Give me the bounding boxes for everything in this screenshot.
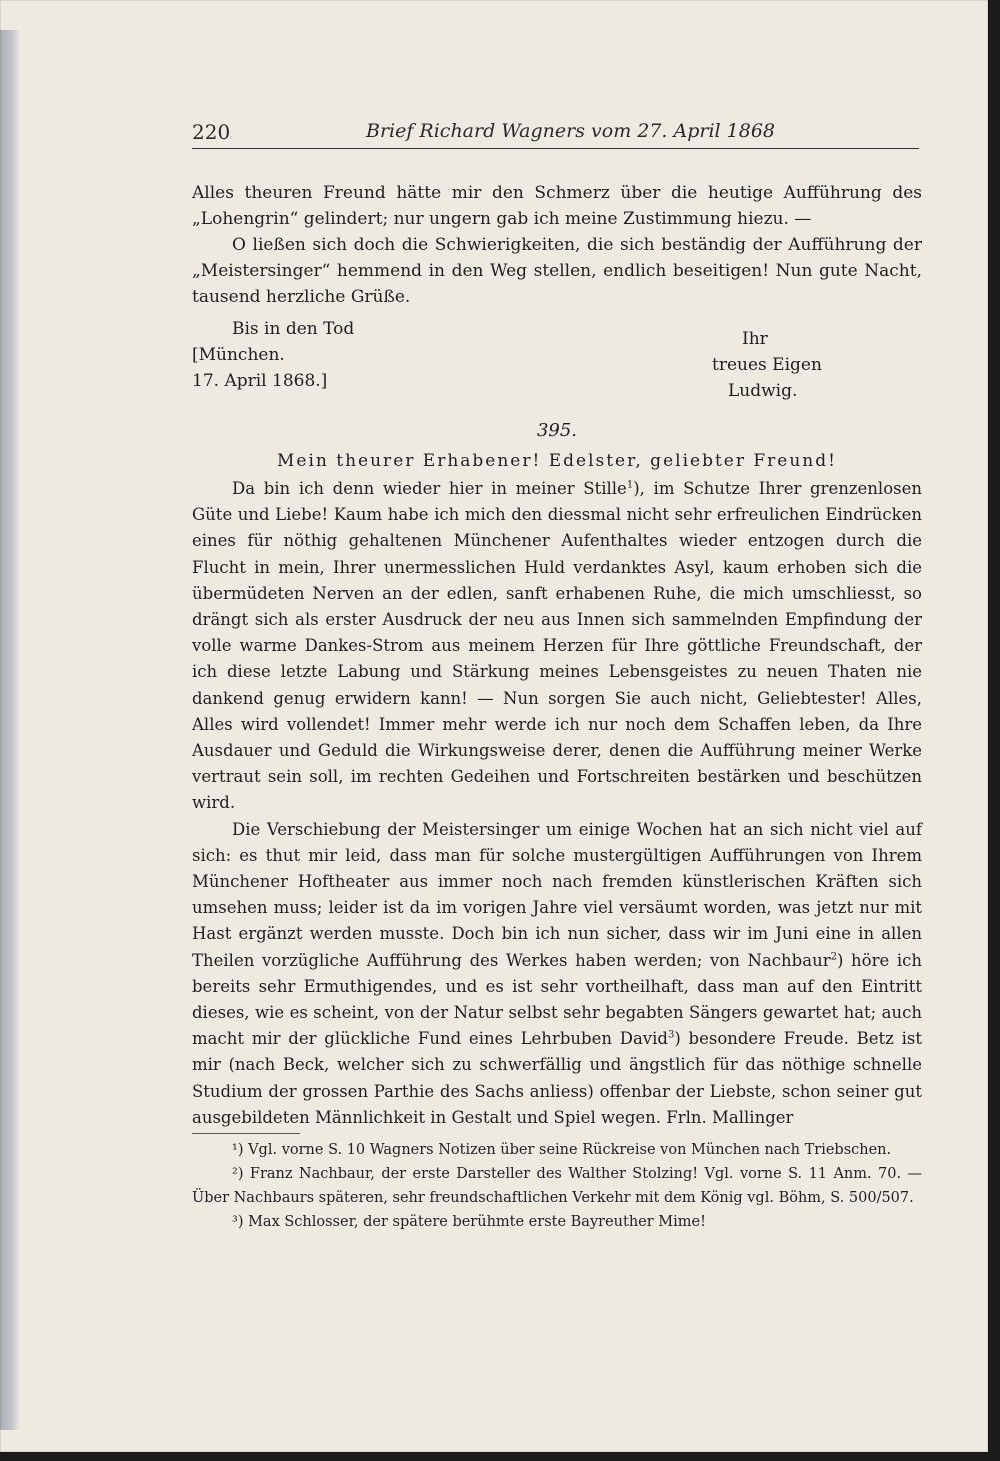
paragraph-text: ), im Schutze Ihrer grenzenlosen Güte und Liebe! Kaum habe ich mich den diessmal nicht sehr erfreulichen Eindrücken eines für nöthig gehaltenen Münchener Aufenthaltes wieder entzogen durch die Flucht in mein, Ihrer unermesslichen Huld verdanktes Asyl, kaum erhoben sich die übermüdeten Nerven an der edlen, sanft erhabenen Ruhe, die mich umschliesst, so drängt sich als erster Ausdruck der neu aus Innen sich sammelnden Empfindung der volle warme Dankes-Strom aus meinem Herzen für Ihre göttliche Freundschaft, der ich diese letzte Labung und Stärkung meines Lebensgeistes zu neuen Thaten nie dankend genug erwidern kann! — Nun sorgen Sie auch nicht, Geliebtester! Alles, Alles wird vollendet! Immer mehr werde ich nur noch dem Schaffen leben, da Ihre Ausdauer und Geduld die Wirkungsweise derer, denen die Aufführung meiner Werke vertraut sein soll, im rechten Gedeihen und Fortschreiten bestärken und beschützen wird. [192, 479, 922, 813]
page-number: 220 [192, 120, 231, 144]
paragraph-text: ) höre ich bereits sehr Ermuthigendes, und es ist sehr vortheilhaft, dass man auf den Eintritt dieses, wie es scheint, von der Natur selbst sehr begabten Sängers gewartet hat; auch macht mir der glückliche Fund eines Lehrbuben David [192, 950, 922, 1049]
paragraph-text: Die Verschiebung der Meistersinger um einige Wochen hat an sich nicht viel auf sich: es thut mir leid, dass man für solche mustergültigen Aufführungen von Ihrem Münchener Hoftheater aus immer noch nach fremden künstlerischen Kräften sich umsehen muss; leider ist da im vorigen Jahre viel versäumt worden, was jetzt nur mit Hast ergänzt werden musste. Doch bin ich nun sicher, dass wir im Juni eine in allen Theilen vorzügliche Aufführung des Werkes haben werden; von Nachbaur [192, 819, 922, 970]
footnote-divider [192, 1133, 300, 1134]
footnote-ref-3[interactable]: 3 [667, 1029, 675, 1041]
footnote-2: ²) Franz Nachbaur, der erste Darsteller des Walther Stolzing! Vgl. vorne S. 11 Anm. 70. — Über Nachbaurs späteren, sehr freundschaftlichen Verkehr mit dem König vgl. Böhm, S. 500/507. [192, 1166, 922, 1207]
footnote-3: ³) Max Schlosser, der spätere berühmte erste Bayreuther Mime! [232, 1214, 706, 1231]
letter-date: 17. April 1868.] [192, 371, 328, 391]
letter-paragraph-1 [192, 476, 922, 817]
footnote-1: ¹) Vgl. vorne S. 10 Wagners Notizen über seine Rückreise von München nach Triebschen. [232, 1142, 892, 1159]
signature-line-3: Ludwig. [728, 381, 798, 401]
closing-phrase: Bis in den Tod [232, 319, 355, 339]
paragraph-text: Da bin ich denn wieder hier in meiner Stille [232, 479, 627, 498]
page-edge-shadow [0, 30, 20, 1430]
prev-letter-closing [192, 316, 922, 401]
letter-place: [München. [192, 345, 285, 365]
letter-salutation: Mein theurer Erhabener! Edelster, geliebter Freund! [277, 451, 837, 471]
prev-letter-paragraph-2: O ließen sich doch die Schwierigkeiten, die sich beständig der Aufführung der „Meistersinger“ hemmend in den Weg stellen, endlich beseitigen! Nun gute Nacht, tausend herzliche Grüße. [192, 235, 922, 307]
letter-paragraph-2 [192, 817, 922, 1131]
running-title: Brief Richard Wagners vom 27. April 1868 [365, 120, 776, 142]
letter-number: 395. [536, 420, 578, 441]
page-header [192, 118, 919, 149]
footnote-ref-1[interactable]: 1 [626, 479, 634, 491]
paragraph-text: ) besondere Freude. Betz ist mir (nach Beck, welcher sich zu schwerfällig und ängstlich für das nöthige schnelle Studium der grossen Parthie des Sachs anliess) offenbar der Liebste, schon seiner gut ausgebildeten Männlichkeit in Gestalt und Spiel wegen. Frln. Mallinger [192, 1029, 923, 1127]
footnote-ref-2[interactable]: 2 [830, 951, 837, 963]
prev-letter-paragraph-1: Alles theuren Freund hätte mir den Schmerz über die heutige Aufführung des „Lohengrin“ gelindert; nur ungern gab ich meine Zustimmung hiezu. — [192, 183, 922, 229]
signature-line-1: Ihr [742, 329, 768, 349]
page-content [192, 180, 922, 1234]
signature-line-2: treues Eigen [712, 355, 822, 375]
